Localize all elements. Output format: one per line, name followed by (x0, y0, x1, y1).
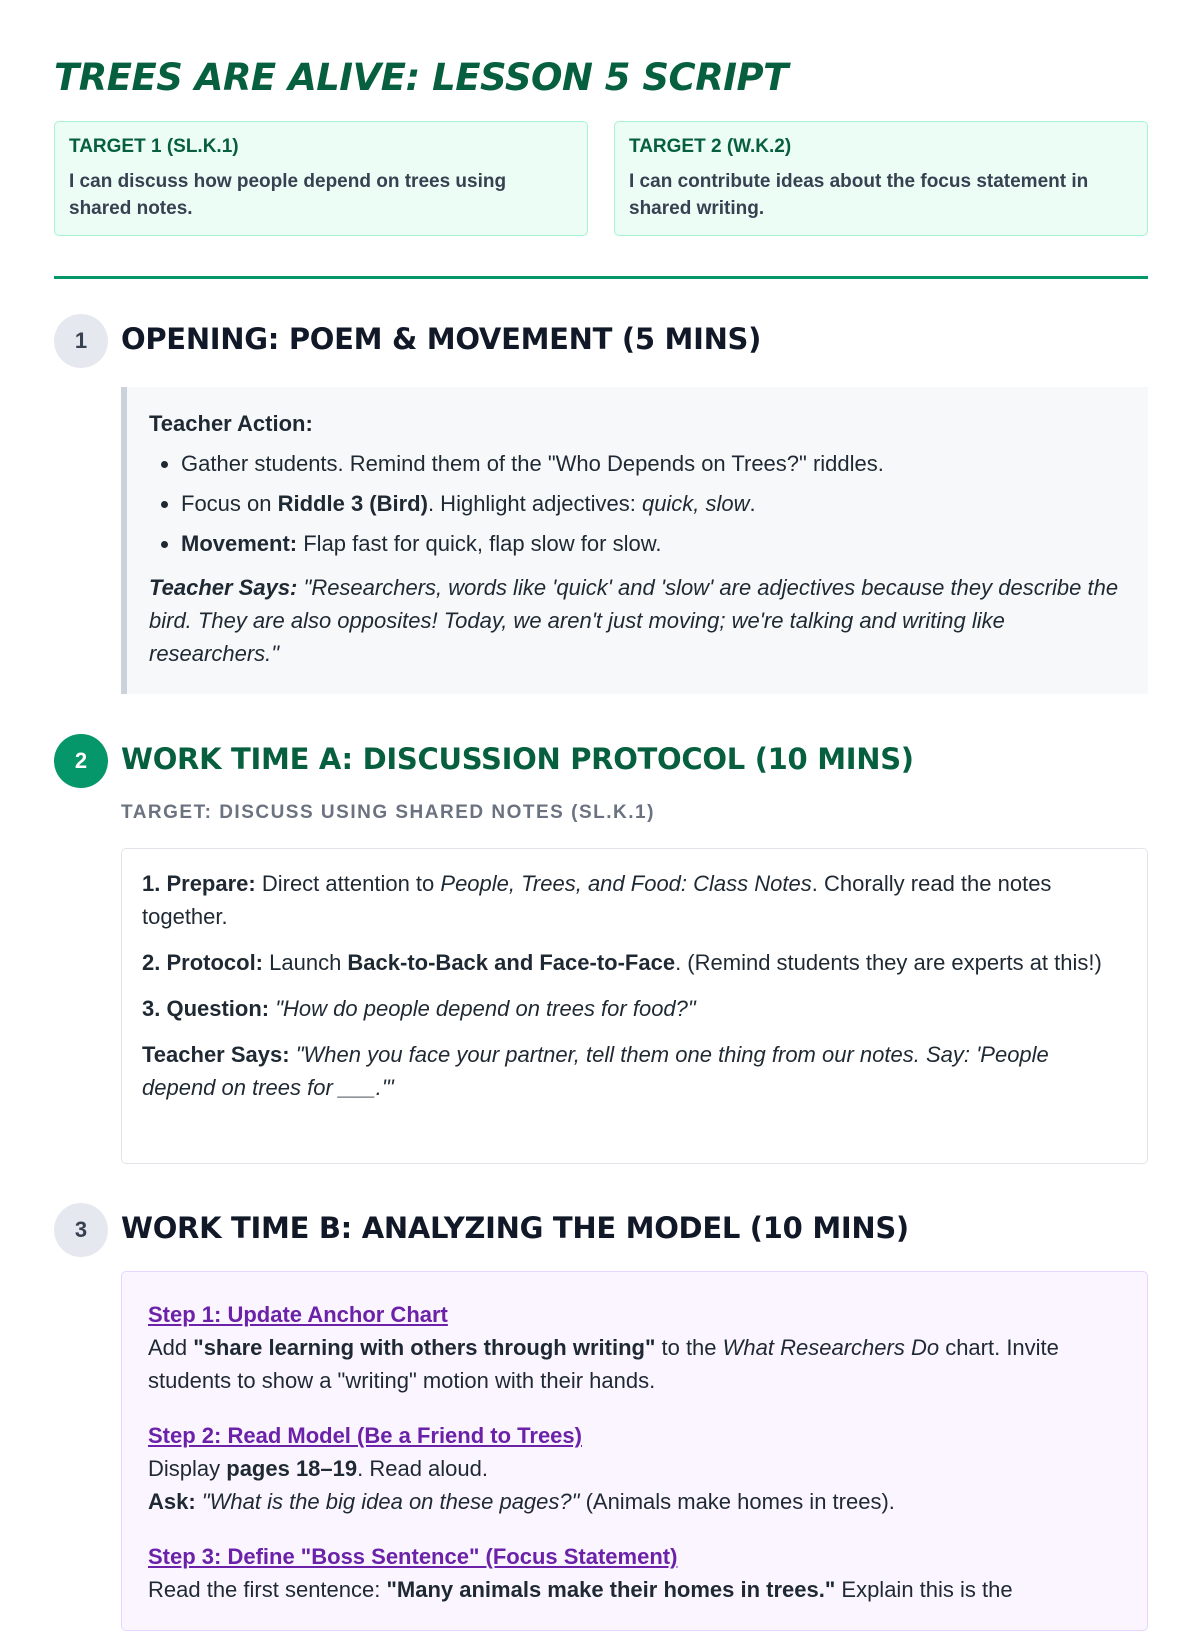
list-item (181, 491, 1124, 517)
step-text: . (Remind students they are experts at this!) (675, 950, 1102, 975)
step-label: 1. Prepare: (142, 871, 256, 896)
step-label: 3. Question: (142, 996, 270, 1021)
step-protocol (142, 946, 1127, 979)
ask-label: Ask: (148, 1489, 196, 1514)
teacher-says-label: Teacher Says: (142, 1042, 290, 1067)
teacher-says-text: "Researchers, words like 'quick' and 'slow' are adjectives because they describe the bird. They are also opposites! Today, we aren't just moving; we're talking and writing like researchers." (149, 575, 1119, 666)
ask-question: "What is the big idea on these pages?" (195, 1489, 580, 1514)
bullet-text: Gather students. Remind them of the "Who Depends on Trees?" riddles. (181, 451, 884, 476)
step-text-part: to the (655, 1335, 723, 1360)
bullet-text: Focus on (181, 491, 278, 516)
step-1 (148, 1298, 1121, 1397)
step-text-part: Read the first sentence: (148, 1577, 387, 1602)
step-text-part: chart. Invite students to show a "writing" motion with their hands. (148, 1335, 1059, 1393)
step-bold: "Many animals make their homes in trees." (386, 1577, 836, 1602)
step-question (142, 992, 1127, 1025)
section-number: 3 (54, 1203, 108, 1257)
teacher-says-text: "When you face your partner, tell them one thing from our notes. Say: 'People depend on trees for ___.'" (142, 1042, 1049, 1100)
bullet-text: Flap fast for quick, flap slow for slow. (297, 531, 662, 556)
section-3-header (54, 1203, 1148, 1257)
step-text (148, 1452, 1121, 1485)
step-prepare (142, 867, 1127, 933)
target-card-1 (54, 121, 588, 236)
step-text: Direct attention to (255, 871, 441, 896)
step-1-link[interactable]: Step 1: Update Anchor Chart (148, 1302, 448, 1327)
teacher-action-label: Teacher Action: (149, 411, 313, 436)
ask-answer: (Animals make homes in trees). (579, 1489, 895, 1514)
step-text (148, 1573, 1121, 1606)
bullet-text: . Highlight adjectives: (427, 491, 642, 516)
section-title: WORK TIME B: ANALYZING THE MODEL (10 MINS) (121, 1211, 909, 1245)
step-text-part: Add (148, 1335, 194, 1360)
section-number: 2 (54, 734, 108, 788)
section-target: TARGET: DISCUSS USING SHARED NOTES (SL.K.1) (121, 802, 655, 823)
section-title: WORK TIME A: DISCUSSION PROTOCOL (10 MINS) (121, 742, 914, 776)
target-title: TARGET 1 (SL.K.1) (69, 136, 239, 157)
step-label: 2. Protocol: (142, 950, 264, 975)
step-bold: pages 18–19 (226, 1456, 358, 1481)
target-text: I can contribute ideas about the focus statement in shared writing. (629, 171, 1089, 219)
teacher-says (142, 1038, 1127, 1104)
model-steps-panel (121, 1271, 1148, 1631)
step-text (148, 1331, 1121, 1397)
step-ask (148, 1485, 1121, 1518)
step-text-part: Explain this is the (835, 1577, 1013, 1602)
bullet-bold: Riddle 3 (Bird) (277, 491, 428, 516)
step-3-link[interactable]: Step 3: Define "Boss Sentence" (Focus Statement) (148, 1544, 678, 1569)
bullet-text: . (749, 491, 756, 516)
list-item (181, 451, 1124, 477)
step-text-part: Display (148, 1456, 227, 1481)
step-italic: "How do people depend on trees for food?" (269, 996, 696, 1021)
step-2 (148, 1419, 1121, 1518)
teacher-says-label: Teacher Says: (149, 575, 298, 600)
target-title: TARGET 2 (W.K.2) (629, 136, 792, 157)
divider (54, 276, 1148, 279)
section-2-header (54, 734, 1148, 788)
teacher-says (149, 571, 1124, 670)
step-3 (148, 1540, 1121, 1606)
section-title: OPENING: POEM & MOVEMENT (5 MINS) (121, 322, 762, 356)
step-2-link[interactable]: Step 2: Read Model (Be a Friend to Trees) (148, 1423, 582, 1448)
step-text-part: . Read aloud. (357, 1456, 488, 1481)
step-italic: What Researchers Do (722, 1335, 940, 1360)
step-text: . Chorally read the notes together. (142, 871, 1052, 929)
page-title: TREES ARE ALIVE: LESSON 5 SCRIPT (54, 56, 788, 99)
section-1-header (54, 314, 1148, 368)
bullet-italic: quick, slow (641, 491, 750, 516)
step-italic: People, Trees, and Food: Class Notes (440, 871, 812, 896)
step-text: Launch (263, 950, 348, 975)
protocol-panel (121, 848, 1148, 1164)
target-text: I can discuss how people depend on trees using shared notes. (69, 171, 507, 219)
step-bold: Back-to-Back and Face-to-Face (347, 950, 676, 975)
section-number: 1 (54, 314, 108, 368)
learning-targets (54, 121, 1148, 238)
step-bold: "share learning with others through writing" (193, 1335, 656, 1360)
action-list (149, 451, 1124, 557)
list-item (181, 531, 1124, 557)
target-card-2 (614, 121, 1148, 236)
teacher-action-panel (121, 387, 1148, 694)
bullet-bold: Movement: (181, 531, 298, 556)
